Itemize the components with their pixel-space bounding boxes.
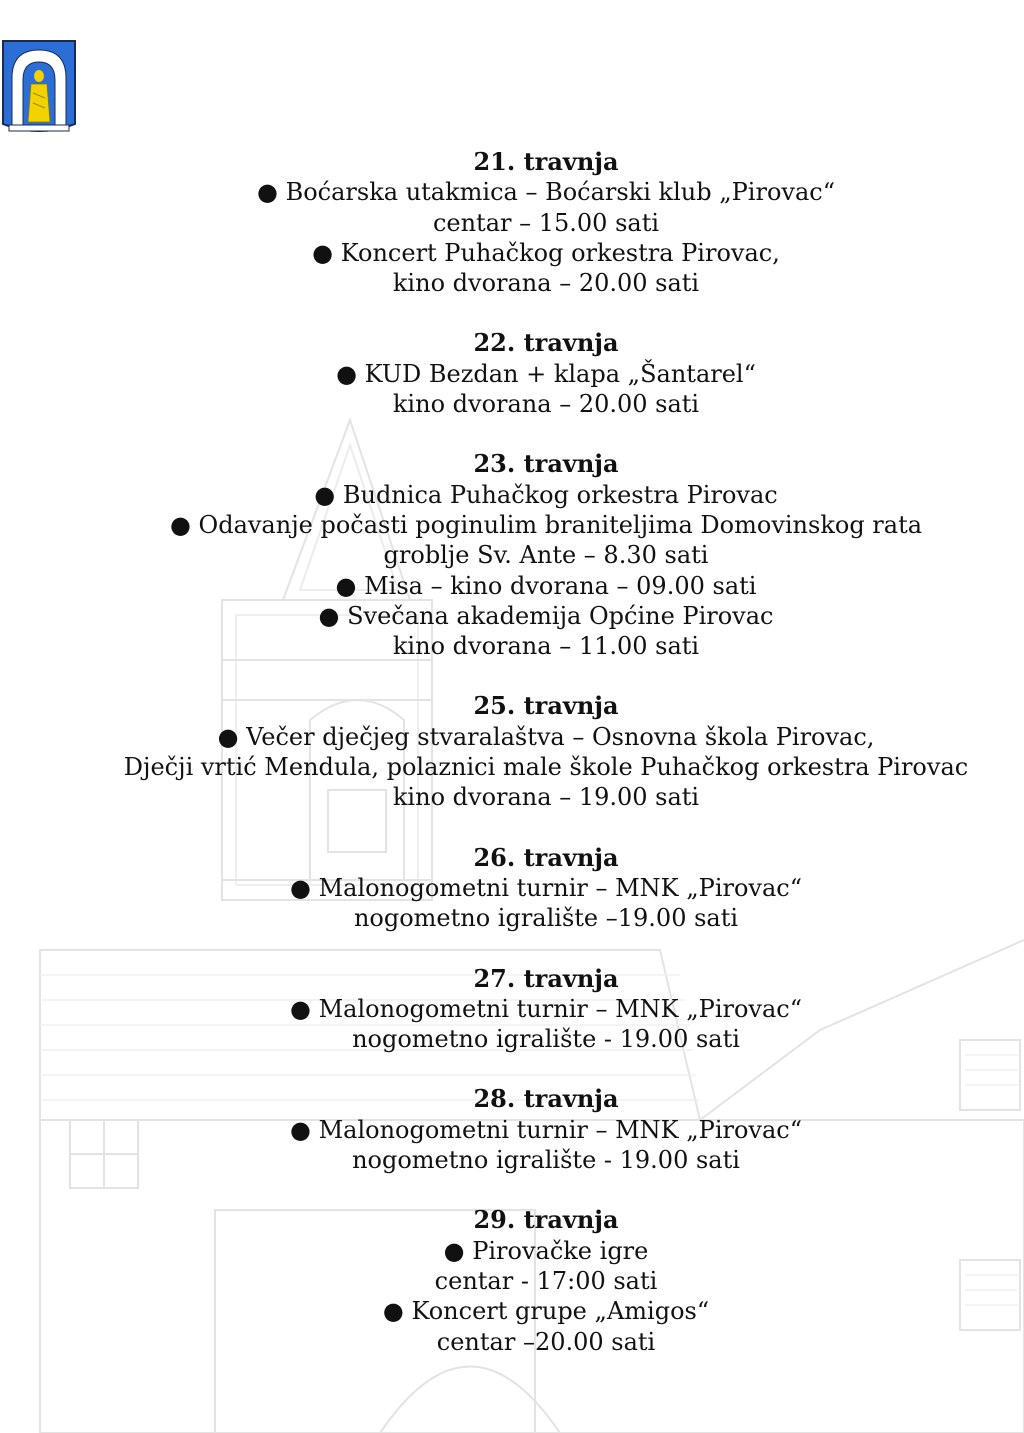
event-line: ● Misa – kino dvorana – 09.00 sati	[335, 571, 757, 600]
event-line: centar – 15.00 sati	[432, 208, 660, 237]
event-line: kino dvorana – 19.00 sati	[392, 783, 700, 812]
event-line: ● Večer dječjeg stvaralaštva – Osnovna škola Pirovac,	[217, 722, 875, 751]
event-day	[96, 147, 996, 298]
event-day	[96, 843, 996, 934]
event-line: ● KUD Bezdan + klapa „Šantarel“	[336, 359, 756, 388]
event-line: nogometno igralište - 19.00 sati	[352, 1025, 740, 1054]
day-heading: 26. travnja	[473, 842, 619, 872]
day-heading: 29. travnja	[473, 1205, 619, 1235]
event-line: ● Pirovačke igre	[443, 1236, 649, 1265]
event-line: ● Koncert grupe „Amigos“	[382, 1297, 710, 1326]
event-line: ● Budnica Puhačkog orkestra Pirovac	[314, 480, 778, 509]
event-line: ● Malonogometni turnir – MNK „Pirovac“	[290, 1115, 802, 1144]
event-line: Dječji vrtić Mendula, polaznici male škole Puhačkog orkestra Pirovac	[123, 753, 969, 782]
event-line: ● Malonogometni turnir – MNK „Pirovac“	[290, 994, 802, 1023]
coat-of-arms-icon	[0, 38, 78, 138]
day-heading: 25. travnja	[473, 691, 619, 721]
day-heading: 27. travnja	[473, 963, 619, 993]
event-day	[96, 449, 996, 661]
day-heading: 22. travnja	[473, 328, 619, 358]
event-line: centar –20.00 sati	[436, 1327, 656, 1356]
event-day	[96, 691, 996, 812]
event-day	[96, 1205, 996, 1356]
event-line: ● Boćarska utakmica – Boćarski klub „Pirovac“	[257, 178, 835, 207]
event-day	[96, 1084, 996, 1175]
event-day	[96, 328, 996, 419]
day-heading: 28. travnja	[473, 1084, 619, 1114]
event-line: ● Malonogometni turnir – MNK „Pirovac“	[290, 873, 802, 902]
event-program	[96, 147, 996, 1387]
day-heading: 21. travnja	[473, 147, 619, 176]
day-heading: 23. travnja	[473, 449, 619, 479]
event-line: ● Koncert Puhačkog orkestra Pirovac,	[312, 238, 780, 267]
event-line: nogometno igralište - 19.00 sati	[352, 1146, 740, 1175]
event-day	[96, 964, 996, 1055]
event-line: centar - 17:00 sati	[434, 1266, 658, 1295]
event-line: ● Svečana akademija Općine Pirovac	[318, 601, 774, 630]
event-line: ● Odavanje počasti poginulim braniteljima Domovinskog rata	[169, 510, 923, 539]
event-line: nogometno igralište –19.00 sati	[353, 904, 739, 933]
event-line: kino dvorana – 20.00 sati	[392, 390, 700, 419]
event-line: kino dvorana – 20.00 sati	[392, 269, 700, 298]
event-line: groblje Sv. Ante – 8.30 sati	[383, 541, 709, 570]
event-line: kino dvorana – 11.00 sati	[392, 632, 700, 661]
